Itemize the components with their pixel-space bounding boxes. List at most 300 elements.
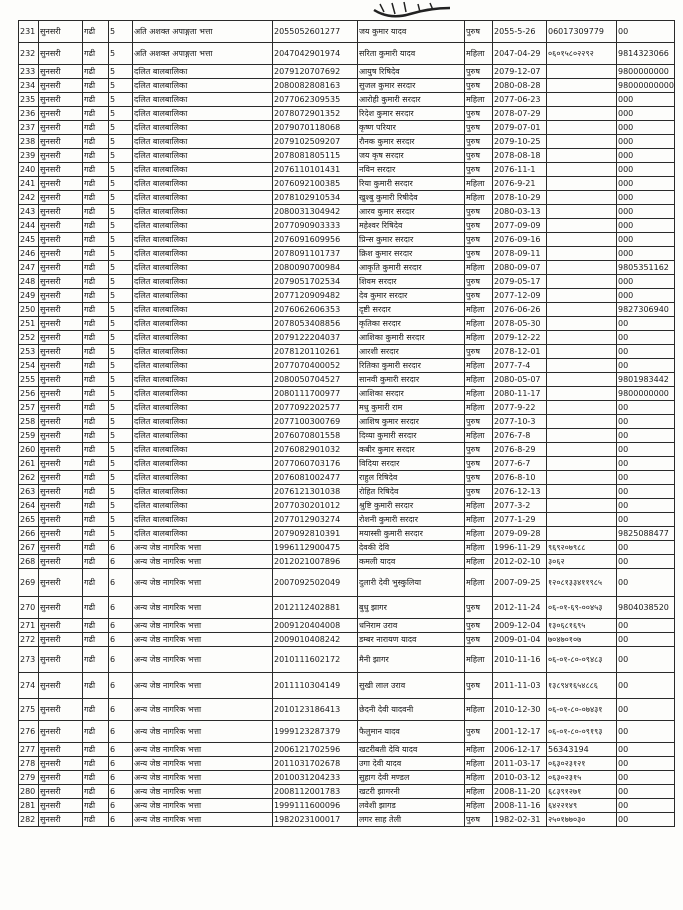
- citizenship-number-cell: [547, 149, 617, 163]
- municipality-cell: गढी: [83, 93, 109, 107]
- id-number-cell: 2077100300769: [273, 415, 358, 429]
- table-row: [19, 785, 675, 799]
- row-number-cell: 247: [19, 261, 39, 275]
- phone-cell: 00: [617, 331, 675, 345]
- table-row: [19, 107, 675, 121]
- municipality-cell: गढी: [83, 633, 109, 647]
- ward-cell: 5: [109, 513, 133, 527]
- allowance-type-cell: दलित बालबालिका: [133, 415, 273, 429]
- row-number-cell: 273: [19, 647, 39, 673]
- district-cell: सुनसरी: [39, 191, 83, 205]
- allowance-type-cell: दलित बालबालिका: [133, 149, 273, 163]
- district-cell: सुनसरी: [39, 401, 83, 415]
- phone-cell: 00: [617, 699, 675, 721]
- date-of-birth-cell: 2078-12-01: [493, 345, 547, 359]
- municipality-cell: गढी: [83, 619, 109, 633]
- date-of-birth-cell: 1982-02-31: [493, 813, 547, 827]
- ward-cell: 5: [109, 485, 133, 499]
- allowance-type-cell: अन्य जेष्ठ नागरिक भत्ता: [133, 633, 273, 647]
- date-of-birth-cell: 2078-08-18: [493, 149, 547, 163]
- ward-cell: 6: [109, 721, 133, 743]
- row-number-cell: 272: [19, 633, 39, 647]
- beneficiary-name-cell: रितिका कुमारी सरदार: [358, 359, 465, 373]
- ward-cell: 5: [109, 373, 133, 387]
- id-number-cell: 2055052601277: [273, 21, 358, 43]
- district-cell: सुनसरी: [39, 785, 83, 799]
- date-of-birth-cell: 2055-5-26: [493, 21, 547, 43]
- beneficiary-name-cell: आशिष कुमार सरदार: [358, 415, 465, 429]
- municipality-cell: गढी: [83, 743, 109, 757]
- beneficiary-name-cell: श्रुष्टि कुमारी सरदार: [358, 499, 465, 513]
- citizenship-number-cell: [547, 163, 617, 177]
- id-number-cell: 2076121301038: [273, 485, 358, 499]
- beneficiary-name-cell: डम्बर नारायण यादव: [358, 633, 465, 647]
- table-row: [19, 149, 675, 163]
- beneficiary-name-cell: मधु कुमारी राम: [358, 401, 465, 415]
- allowance-type-cell: अन्य जेष्ठ नागरिक भत्ता: [133, 757, 273, 771]
- gender-cell: महिला: [465, 93, 493, 107]
- district-cell: सुनसरी: [39, 597, 83, 619]
- district-cell: सुनसरी: [39, 415, 83, 429]
- id-number-cell: 1999111600096: [273, 799, 358, 813]
- table-row: [19, 673, 675, 699]
- municipality-cell: गढी: [83, 177, 109, 191]
- gender-cell: पुरुष: [465, 813, 493, 827]
- date-of-birth-cell: 2078-05-30: [493, 317, 547, 331]
- row-number-cell: 269: [19, 569, 39, 597]
- beneficiary-name-cell: प्रिन्स कुमार सरदार: [358, 233, 465, 247]
- allowance-type-cell: दलित बालबालिका: [133, 485, 273, 499]
- phone-cell: 00: [617, 569, 675, 597]
- gender-cell: महिला: [465, 303, 493, 317]
- row-number-cell: 275: [19, 699, 39, 721]
- ward-cell: 6: [109, 633, 133, 647]
- row-number-cell: 237: [19, 121, 39, 135]
- allowance-type-cell: दलित बालबालिका: [133, 429, 273, 443]
- municipality-cell: गढी: [83, 771, 109, 785]
- ward-cell: 5: [109, 275, 133, 289]
- district-cell: सुनसरी: [39, 261, 83, 275]
- ward-cell: 5: [109, 303, 133, 317]
- table-row: [19, 373, 675, 387]
- citizenship-number-cell: [547, 275, 617, 289]
- citizenship-number-cell: 06017309779: [547, 21, 617, 43]
- beneficiary-name-cell: दिव्या कुमारी सरदार: [358, 429, 465, 443]
- municipality-cell: गढी: [83, 541, 109, 555]
- date-of-birth-cell: 2077-1-29: [493, 513, 547, 527]
- table-row: [19, 191, 675, 205]
- gender-cell: पुरुष: [465, 457, 493, 471]
- id-number-cell: 2077092202577: [273, 401, 358, 415]
- table-row: [19, 233, 675, 247]
- district-cell: सुनसरी: [39, 331, 83, 345]
- citizenship-number-cell: [547, 261, 617, 275]
- allowance-type-cell: अति अशक्त अपाङ्गता भत्ता: [133, 21, 273, 43]
- citizenship-number-cell: ०६-०१-८०-०९४८३: [547, 647, 617, 673]
- id-number-cell: 2080031304942: [273, 205, 358, 219]
- id-number-cell: 2010031204233: [273, 771, 358, 785]
- phone-cell: 00: [617, 345, 675, 359]
- date-of-birth-cell: 2012-02-10: [493, 555, 547, 569]
- gender-cell: महिला: [465, 647, 493, 673]
- citizenship-number-cell: [547, 219, 617, 233]
- beneficiary-name-cell: रोशनी कुमारी सरदार: [358, 513, 465, 527]
- beneficiary-name-cell: नविन सरदार: [358, 163, 465, 177]
- gender-cell: पुरुष: [465, 21, 493, 43]
- district-cell: सुनसरी: [39, 387, 83, 401]
- beneficiary-name-cell: रौनक कुमार सरदार: [358, 135, 465, 149]
- beneficiary-name-cell: आरव कुमार सरदार: [358, 205, 465, 219]
- allowance-type-cell: अति अशक्त अपाङ्गता भत्ता: [133, 43, 273, 65]
- date-of-birth-cell: 2076-12-13: [493, 485, 547, 499]
- citizenship-number-cell: १२०८१३३४११९८५: [547, 569, 617, 597]
- id-number-cell: 2047042901974: [273, 43, 358, 65]
- date-of-birth-cell: 2077-6-7: [493, 457, 547, 471]
- municipality-cell: गढी: [83, 317, 109, 331]
- id-number-cell: 2076070801558: [273, 429, 358, 443]
- citizenship-number-cell: [547, 135, 617, 149]
- ward-cell: 5: [109, 247, 133, 261]
- ward-cell: 5: [109, 107, 133, 121]
- citizenship-number-cell: [547, 345, 617, 359]
- beneficiary-name-cell: मैनी झागर: [358, 647, 465, 673]
- date-of-birth-cell: 2076-8-29: [493, 443, 547, 457]
- gender-cell: महिला: [465, 373, 493, 387]
- beneficiary-name-cell: जय कुमार यादव: [358, 21, 465, 43]
- citizenship-number-cell: ६४२२१४९: [547, 799, 617, 813]
- id-number-cell: 2006121702596: [273, 743, 358, 757]
- stamp-mark: [370, 0, 455, 22]
- phone-cell: 000: [617, 191, 675, 205]
- table-row: [19, 813, 675, 827]
- beneficiary-name-cell: राहुल रिषिदेव: [358, 471, 465, 485]
- municipality-cell: गढी: [83, 121, 109, 135]
- id-number-cell: 2076081002477: [273, 471, 358, 485]
- district-cell: सुनसरी: [39, 65, 83, 79]
- id-number-cell: 2079092810391: [273, 527, 358, 541]
- phone-cell: 000: [617, 177, 675, 191]
- ward-cell: 5: [109, 471, 133, 485]
- beneficiary-name-cell: लगर साह तेली: [358, 813, 465, 827]
- id-number-cell: 1982023100017: [273, 813, 358, 827]
- beneficiary-name-cell: शिवम सरदार: [358, 275, 465, 289]
- table-row: [19, 219, 675, 233]
- table-row: [19, 43, 675, 65]
- citizenship-number-cell: [547, 387, 617, 401]
- district-cell: सुनसरी: [39, 813, 83, 827]
- table-row: [19, 261, 675, 275]
- phone-cell: 000: [617, 93, 675, 107]
- id-number-cell: 2010123186413: [273, 699, 358, 721]
- table-row: [19, 541, 675, 555]
- gender-cell: पुरुष: [465, 633, 493, 647]
- date-of-birth-cell: 2078-09-11: [493, 247, 547, 261]
- row-number-cell: 239: [19, 149, 39, 163]
- table-row: [19, 647, 675, 673]
- table-row: [19, 597, 675, 619]
- row-number-cell: 241: [19, 177, 39, 191]
- ward-cell: 6: [109, 555, 133, 569]
- date-of-birth-cell: 2009-01-04: [493, 633, 547, 647]
- date-of-birth-cell: 2077-7-4: [493, 359, 547, 373]
- municipality-cell: गढी: [83, 597, 109, 619]
- district-cell: सुनसरी: [39, 633, 83, 647]
- gender-cell: पुरुष: [465, 121, 493, 135]
- row-number-cell: 278: [19, 757, 39, 771]
- gender-cell: पुरुष: [465, 471, 493, 485]
- ward-cell: 5: [109, 121, 133, 135]
- phone-cell: 00: [617, 721, 675, 743]
- district-cell: सुनसरी: [39, 345, 83, 359]
- ward-cell: 6: [109, 541, 133, 555]
- beneficiary-name-cell: सुजल कुमार सरदार: [358, 79, 465, 93]
- ward-cell: 5: [109, 21, 133, 43]
- citizenship-number-cell: ०६३०२३१२१: [547, 757, 617, 771]
- municipality-cell: गढी: [83, 149, 109, 163]
- gender-cell: पुरुष: [465, 163, 493, 177]
- row-number-cell: 265: [19, 513, 39, 527]
- ward-cell: 5: [109, 163, 133, 177]
- gender-cell: पुरुष: [465, 65, 493, 79]
- gender-cell: पुरुष: [465, 415, 493, 429]
- id-number-cell: 2077120909482: [273, 289, 358, 303]
- gender-cell: महिला: [465, 177, 493, 191]
- district-cell: सुनसरी: [39, 527, 83, 541]
- gender-cell: महिला: [465, 785, 493, 799]
- phone-cell: 9800000000: [617, 65, 675, 79]
- citizenship-number-cell: ०६०१५८०२२९२: [547, 43, 617, 65]
- gender-cell: महिला: [465, 387, 493, 401]
- allowance-type-cell: दलित बालबालिका: [133, 331, 273, 345]
- allowance-type-cell: दलित बालबालिका: [133, 191, 273, 205]
- ward-cell: 5: [109, 93, 133, 107]
- citizenship-number-cell: [547, 303, 617, 317]
- row-number-cell: 240: [19, 163, 39, 177]
- gender-cell: महिला: [465, 799, 493, 813]
- allowance-type-cell: अन्य जेष्ठ नागरिक भत्ता: [133, 673, 273, 699]
- table-row: [19, 289, 675, 303]
- municipality-cell: गढी: [83, 79, 109, 93]
- citizenship-number-cell: [547, 373, 617, 387]
- row-number-cell: 252: [19, 331, 39, 345]
- date-of-birth-cell: 2076-09-16: [493, 233, 547, 247]
- gender-cell: पुरुष: [465, 247, 493, 261]
- district-cell: सुनसरी: [39, 619, 83, 633]
- date-of-birth-cell: 2079-12-22: [493, 331, 547, 345]
- district-cell: सुनसरी: [39, 443, 83, 457]
- citizenship-number-cell: [547, 247, 617, 261]
- row-number-cell: 231: [19, 21, 39, 43]
- date-of-birth-cell: 2076-7-8: [493, 429, 547, 443]
- table-row: [19, 317, 675, 331]
- allowance-type-cell: अन्य जेष्ठ नागरिक भत्ता: [133, 541, 273, 555]
- district-cell: सुनसरी: [39, 219, 83, 233]
- table-row: [19, 569, 675, 597]
- allowance-type-cell: दलित बालबालिका: [133, 513, 273, 527]
- id-number-cell: 2012021007896: [273, 555, 358, 569]
- table-row: [19, 471, 675, 485]
- id-number-cell: 2080111700977: [273, 387, 358, 401]
- date-of-birth-cell: 2010-12-30: [493, 699, 547, 721]
- id-number-cell: 2077030201012: [273, 499, 358, 513]
- id-number-cell: 2078081805115: [273, 149, 358, 163]
- table-row: [19, 771, 675, 785]
- ward-cell: 5: [109, 527, 133, 541]
- date-of-birth-cell: 2079-10-25: [493, 135, 547, 149]
- ward-cell: 6: [109, 597, 133, 619]
- phone-cell: 000: [617, 289, 675, 303]
- municipality-cell: गढी: [83, 813, 109, 827]
- beneficiary-name-cell: कृतिका सरदार: [358, 317, 465, 331]
- date-of-birth-cell: 2077-9-22: [493, 401, 547, 415]
- district-cell: सुनसरी: [39, 647, 83, 673]
- gender-cell: महिला: [465, 555, 493, 569]
- phone-cell: 98000000000: [617, 79, 675, 93]
- date-of-birth-cell: 2080-05-07: [493, 373, 547, 387]
- allowance-type-cell: दलित बालबालिका: [133, 387, 273, 401]
- district-cell: सुनसरी: [39, 699, 83, 721]
- allowance-type-cell: दलित बालबालिका: [133, 317, 273, 331]
- date-of-birth-cell: 2079-12-07: [493, 65, 547, 79]
- date-of-birth-cell: 2076-06-26: [493, 303, 547, 317]
- citizenship-number-cell: [547, 65, 617, 79]
- table-row: [19, 247, 675, 261]
- gender-cell: महिला: [465, 499, 493, 513]
- allowance-type-cell: दलित बालबालिका: [133, 457, 273, 471]
- table-row: [19, 721, 675, 743]
- ward-cell: 6: [109, 743, 133, 757]
- table-row: [19, 429, 675, 443]
- district-cell: सुनसरी: [39, 499, 83, 513]
- id-number-cell: 2078091101737: [273, 247, 358, 261]
- ward-cell: 5: [109, 415, 133, 429]
- citizenship-number-cell: [547, 443, 617, 457]
- gender-cell: महिला: [465, 331, 493, 345]
- row-number-cell: 281: [19, 799, 39, 813]
- municipality-cell: गढी: [83, 135, 109, 149]
- district-cell: सुनसरी: [39, 233, 83, 247]
- citizenship-number-cell: [547, 513, 617, 527]
- phone-cell: 00: [617, 415, 675, 429]
- beneficiary-name-cell: खुश्बु कुमारी रिषीदेव: [358, 191, 465, 205]
- table-row: [19, 345, 675, 359]
- row-number-cell: 280: [19, 785, 39, 799]
- date-of-birth-cell: 2010-03-12: [493, 771, 547, 785]
- row-number-cell: 258: [19, 415, 39, 429]
- row-number-cell: 235: [19, 93, 39, 107]
- citizenship-number-cell: [547, 79, 617, 93]
- date-of-birth-cell: 2007-09-25: [493, 569, 547, 597]
- gender-cell: पुरुष: [465, 345, 493, 359]
- row-number-cell: 234: [19, 79, 39, 93]
- beneficiary-name-cell: बुधु झागर: [358, 597, 465, 619]
- table-row: [19, 163, 675, 177]
- date-of-birth-cell: 2008-11-16: [493, 799, 547, 813]
- allowance-type-cell: दलित बालबालिका: [133, 233, 273, 247]
- citizenship-number-cell: ०६-०१-६९-००४५३: [547, 597, 617, 619]
- municipality-cell: गढी: [83, 261, 109, 275]
- row-number-cell: 249: [19, 289, 39, 303]
- citizenship-number-cell: १३०६८१६९५: [547, 619, 617, 633]
- allowance-type-cell: अन्य जेष्ठ नागरिक भत्ता: [133, 785, 273, 799]
- date-of-birth-cell: 2011-11-03: [493, 673, 547, 699]
- phone-cell: 9800000000: [617, 387, 675, 401]
- municipality-cell: गढी: [83, 401, 109, 415]
- table-row: [19, 443, 675, 457]
- district-cell: सुनसरी: [39, 121, 83, 135]
- table-row: [19, 757, 675, 771]
- gender-cell: महिला: [465, 757, 493, 771]
- beneficiary-name-cell: देवकी देवि: [358, 541, 465, 555]
- phone-cell: 00: [617, 555, 675, 569]
- beneficiary-name-cell: कबीर कुमार सरदार: [358, 443, 465, 457]
- row-number-cell: 259: [19, 429, 39, 443]
- date-of-birth-cell: 2080-08-28: [493, 79, 547, 93]
- gender-cell: महिला: [465, 699, 493, 721]
- district-cell: सुनसरी: [39, 247, 83, 261]
- district-cell: सुनसरी: [39, 303, 83, 317]
- id-number-cell: 2078120110261: [273, 345, 358, 359]
- phone-cell: 00: [617, 317, 675, 331]
- row-number-cell: 253: [19, 345, 39, 359]
- date-of-birth-cell: 2079-09-28: [493, 527, 547, 541]
- gender-cell: पुरुष: [465, 619, 493, 633]
- district-cell: सुनसरी: [39, 555, 83, 569]
- beneficiary-name-cell: छेदनी देवी यादवनी: [358, 699, 465, 721]
- row-number-cell: 238: [19, 135, 39, 149]
- allowance-type-cell: दलित बालबालिका: [133, 65, 273, 79]
- citizenship-number-cell: [547, 401, 617, 415]
- table-row: [19, 699, 675, 721]
- date-of-birth-cell: 2079-05-17: [493, 275, 547, 289]
- ward-cell: 6: [109, 799, 133, 813]
- ward-cell: 5: [109, 499, 133, 513]
- row-number-cell: 277: [19, 743, 39, 757]
- district-cell: सुनसरी: [39, 93, 83, 107]
- beneficiary-name-cell: आयुष रिषिदेव: [358, 65, 465, 79]
- gender-cell: पुरुष: [465, 233, 493, 247]
- id-number-cell: 2077012903274: [273, 513, 358, 527]
- municipality-cell: गढी: [83, 387, 109, 401]
- ward-cell: 6: [109, 647, 133, 673]
- gender-cell: पुरुष: [465, 79, 493, 93]
- allowance-type-cell: दलित बालबालिका: [133, 261, 273, 275]
- allowance-type-cell: अन्य जेष्ठ नागरिक भत्ता: [133, 619, 273, 633]
- district-cell: सुनसरी: [39, 485, 83, 499]
- row-number-cell: 261: [19, 457, 39, 471]
- id-number-cell: 2076091609956: [273, 233, 358, 247]
- citizenship-number-cell: ३०६२: [547, 555, 617, 569]
- gender-cell: पुरुष: [465, 673, 493, 699]
- id-number-cell: 2077062309535: [273, 93, 358, 107]
- phone-cell: 00: [617, 485, 675, 499]
- date-of-birth-cell: 2077-3-2: [493, 499, 547, 513]
- row-number-cell: 233: [19, 65, 39, 79]
- district-cell: सुनसरी: [39, 317, 83, 331]
- allowance-type-cell: दलित बालबालिका: [133, 527, 273, 541]
- row-number-cell: 244: [19, 219, 39, 233]
- beneficiary-name-cell: आकृति कुमारी सरदार: [358, 261, 465, 275]
- row-number-cell: 282: [19, 813, 39, 827]
- ward-cell: 5: [109, 135, 133, 149]
- phone-cell: 00: [617, 513, 675, 527]
- phone-cell: 000: [617, 135, 675, 149]
- date-of-birth-cell: 2079-07-01: [493, 121, 547, 135]
- municipality-cell: गढी: [83, 163, 109, 177]
- phone-cell: 00: [617, 743, 675, 757]
- citizenship-number-cell: [547, 457, 617, 471]
- gender-cell: पुरुष: [465, 485, 493, 499]
